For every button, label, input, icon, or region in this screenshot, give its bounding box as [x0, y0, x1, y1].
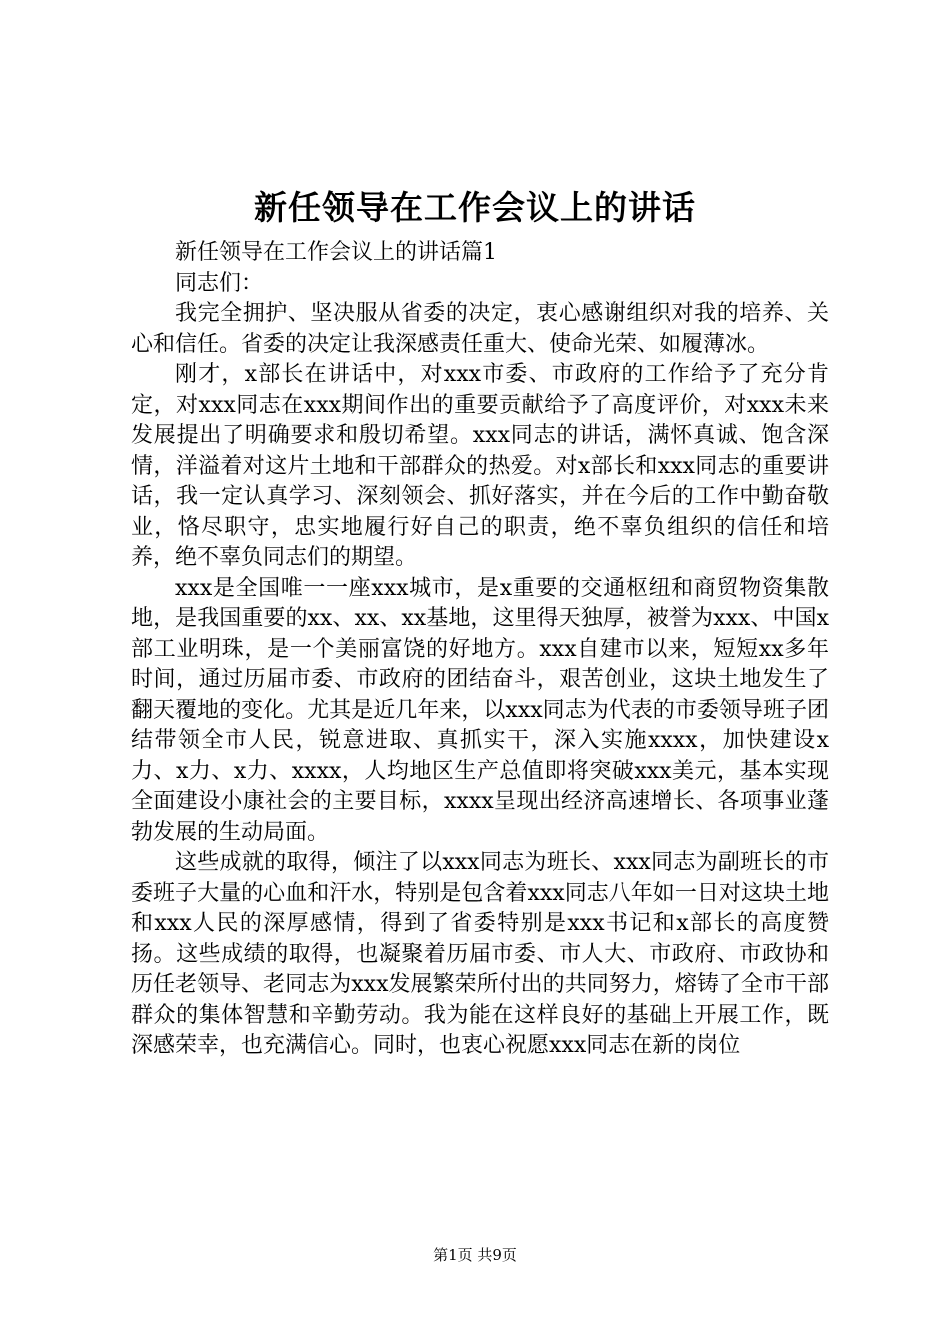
- document-subtitle: 新任领导在工作会议上的讲话篇1: [175, 240, 497, 265]
- paragraph: 这些成就的取得，倾注了以xxx同志为班长、xxx同志为副班长的市委班子大量的心血和汗水，特别是包含着xxx同志八年如一日对这块土地和xxx人民的深厚感情，得到了省委特别是xxx书记和x部长的高度赞扬。这些成绩的取得，也凝聚着历届市委、市人大、市政府、市政协和历任老领导、老同志为xxx发展繁荣所付出的共同努力，熔铸了全市干部群众的集体智慧和辛勤劳动。我为能在这样良好的基础上开展工作，既深感荣幸，也充满信心。同时，也衷心祝愿xxx同志在新的岗位: [131, 850, 829, 1058]
- salutation: 同志们：: [175, 270, 264, 296]
- paragraph: 我完全拥护、坚决服从省委的决定，衷心感谢组织对我的培养、关心和信任。省委的决定让我深感责任重大、使命光荣、如履薄冰。: [131, 301, 829, 357]
- paragraph: 刚才，x部长在讲话中，对xxx市委、市政府的工作给予了充分肯定，对xxx同志在xxx期间作出的重要贡献给予了高度评价，对xxx未来发展提出了明确要求和殷切希望。xxx同志的讲话，满怀真诚、饱含深情，洋溢着对这片土地和干部群众的热爱。对x部长和xxx同志的重要讲话，我一定认真学习、深刻领会、抓好落实，并在今后的工作中勤奋敬业，恪尽职守，忠实地履行好自己的职责，绝不辜负组织的信任和培养，绝不辜负同志们的期望。: [131, 362, 829, 570]
- paragraph: xxx是全国唯一一座xxx城市，是x重要的交通枢纽和商贸物资集散地，是我国重要的xx、xx、xx基地，这里得天独厚，被誉为xxx、中国x部工业明珠，是一个美丽富饶的好地方。xxx自建市以来，短短xx多年时间，通过历届市委、市政府的团结奋斗，艰苦创业，这块土地发生了翻天覆地的变化。尤其是近几年来，以xxx同志为代表的市委领导班子团结带领全市人民，锐意进取、真抓实干，深入实施xxxx，加快建设x力、x力、x力、xxxx，人均地区生产总值即将突破xxx美元，基本实现全面建设小康社会的主要目标，xxxx呈现出经济高速增长、各项事业蓬勃发展的生动局面。: [131, 575, 829, 845]
- document-body: [131, 238, 829, 1062]
- page-footer: 第1页 共9页: [433, 1246, 517, 1264]
- document-title: 新任领导在工作会议上的讲话: [254, 188, 696, 227]
